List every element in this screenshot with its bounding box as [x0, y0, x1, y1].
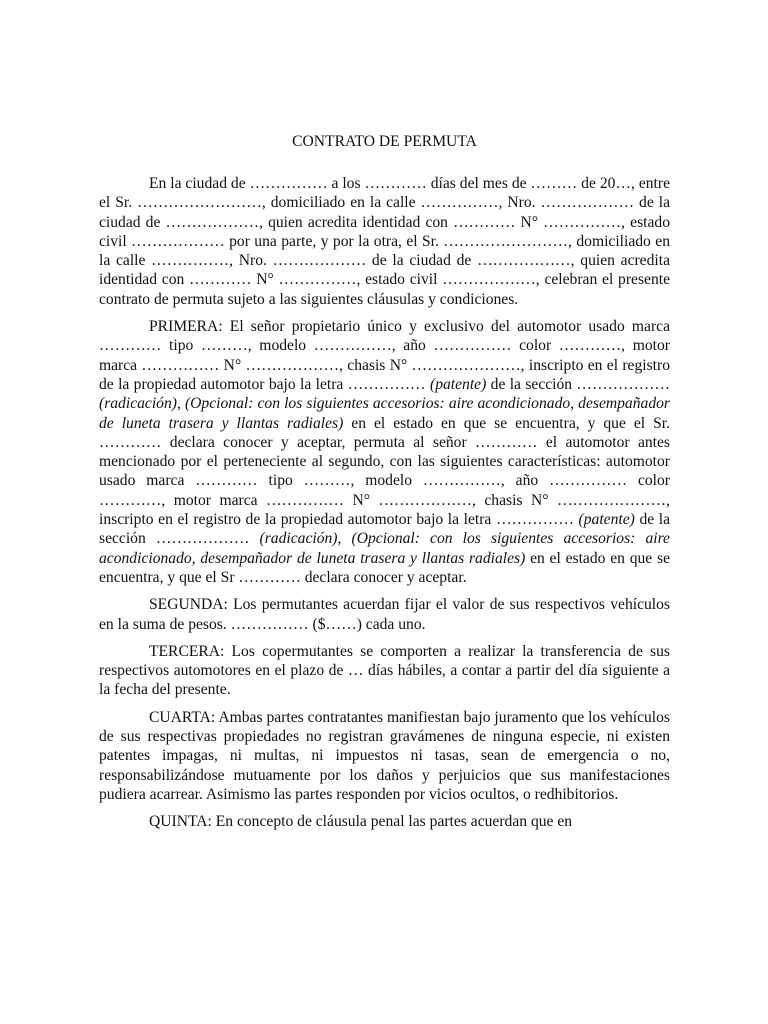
clause-primera-text-7: en el estado en que se encuentra, y que el Sr ………… declara conocer y aceptar. — [99, 549, 670, 586]
clause-primera-text-1: PRIMERA: El señor propietario único y exclusivo del automotor usado marca ………… tipo ………, modelo ……………, año …………… color …………, motor marca …………… N° ………………, chasis N° …………………, inscripto en el registro de la propiedad automotor bajo la letra …………… — [99, 318, 670, 393]
clause-primera-text-4: en el estado en que se encuentra, y que el Sr. ………… declara conocer y aceptar, permuta al señor ………… el automotor antes mencionado por el perteneciente al segundo, con las siguientes características: automotor usado marca ………… tipo ………, modelo ……………, año …………… color …………, motor marca …………… N° ………………, chasis N° …………………, inscripto en el registro de la propiedad automotor bajo la letra …………… — [99, 414, 670, 529]
paragraph-intro: En la ciudad de …………… a los ………… días del mes de ……… de 20…, entre el Sr. ……………………, domiciliado en la calle ……………, Nro. ……………… de la ciudad de ………………, quien acredita identidad con ………… N° ……………, estado civil ……………… por una parte, y por la otra, el Sr. ……………………, domiciliado en la calle ……………, Nro. ……………… de la ciudad de ………………, quien acredita identidad con ………… N° ……………, estado civil ………………, celebran el presente contrato de permuta sujeto a las siguientes cláusulas y condiciones. — [99, 175, 670, 308]
clause-primera-italic-1: (patente) — [430, 375, 487, 393]
clause-cuarta: CUARTA: Ambas partes contratantes manifiestan bajo juramento que los vehículos de sus respectivas propiedades no registran gravámenes de ninguna especie, ni existen patentes impagas, ni multas, ni impuestos ni tasas, sean de emergencia o no, responsabilizándose mutuamente por los daños y perjuicios que sus manifestaciones pudiera acarrear. Asimismo las partes responden por vicios ocultos, o redhibitorios. — [99, 708, 670, 803]
clause-segunda: SEGUNDA: Los permutantes acuerdan fijar el valor de sus respectivos vehículos en la suma de pesos. …………… ($……) cada uno. — [99, 596, 670, 633]
clause-primera-text-3: , — [176, 395, 181, 413]
clause-primera-italic-5: (radicación) — [259, 530, 338, 548]
clause-primera-italic-2: (radicación) — [99, 395, 177, 413]
clause-primera-italic-4: (patente) — [578, 511, 635, 529]
clause-tercera: TERCERA: Los copermutantes se comporten a realizar la transferencia de sus respectivos automotores en el plazo de … días hábiles, a contar a partir del día siguiente a la fecha del presente. — [99, 642, 670, 699]
clause-quinta: QUINTA: En concepto de cláusula penal las partes acuerdan que en — [149, 813, 573, 831]
clause-primera-italic-3: (Opcional: con los siguientes accesorios: aire acondicionado, desempañador de luneta trasera y llantas radiales) — [99, 395, 670, 432]
document-page — [99, 0, 670, 1024]
clause-primera-text-5: de la sección ……………… — [99, 511, 671, 548]
clause-primera — [99, 317, 670, 587]
clause-primera-italic-6: (Opcional: con los siguientes accesorios: aire acondicionado, desempañador de luneta trasera y llantas radiales) — [99, 530, 670, 567]
clause-primera-text-6: , — [337, 530, 342, 548]
clause-primera-text-2: de la sección ……………… — [490, 375, 670, 393]
document-title: CONTRATO DE PERMUTA — [292, 133, 477, 150]
document-body — [99, 174, 670, 840]
